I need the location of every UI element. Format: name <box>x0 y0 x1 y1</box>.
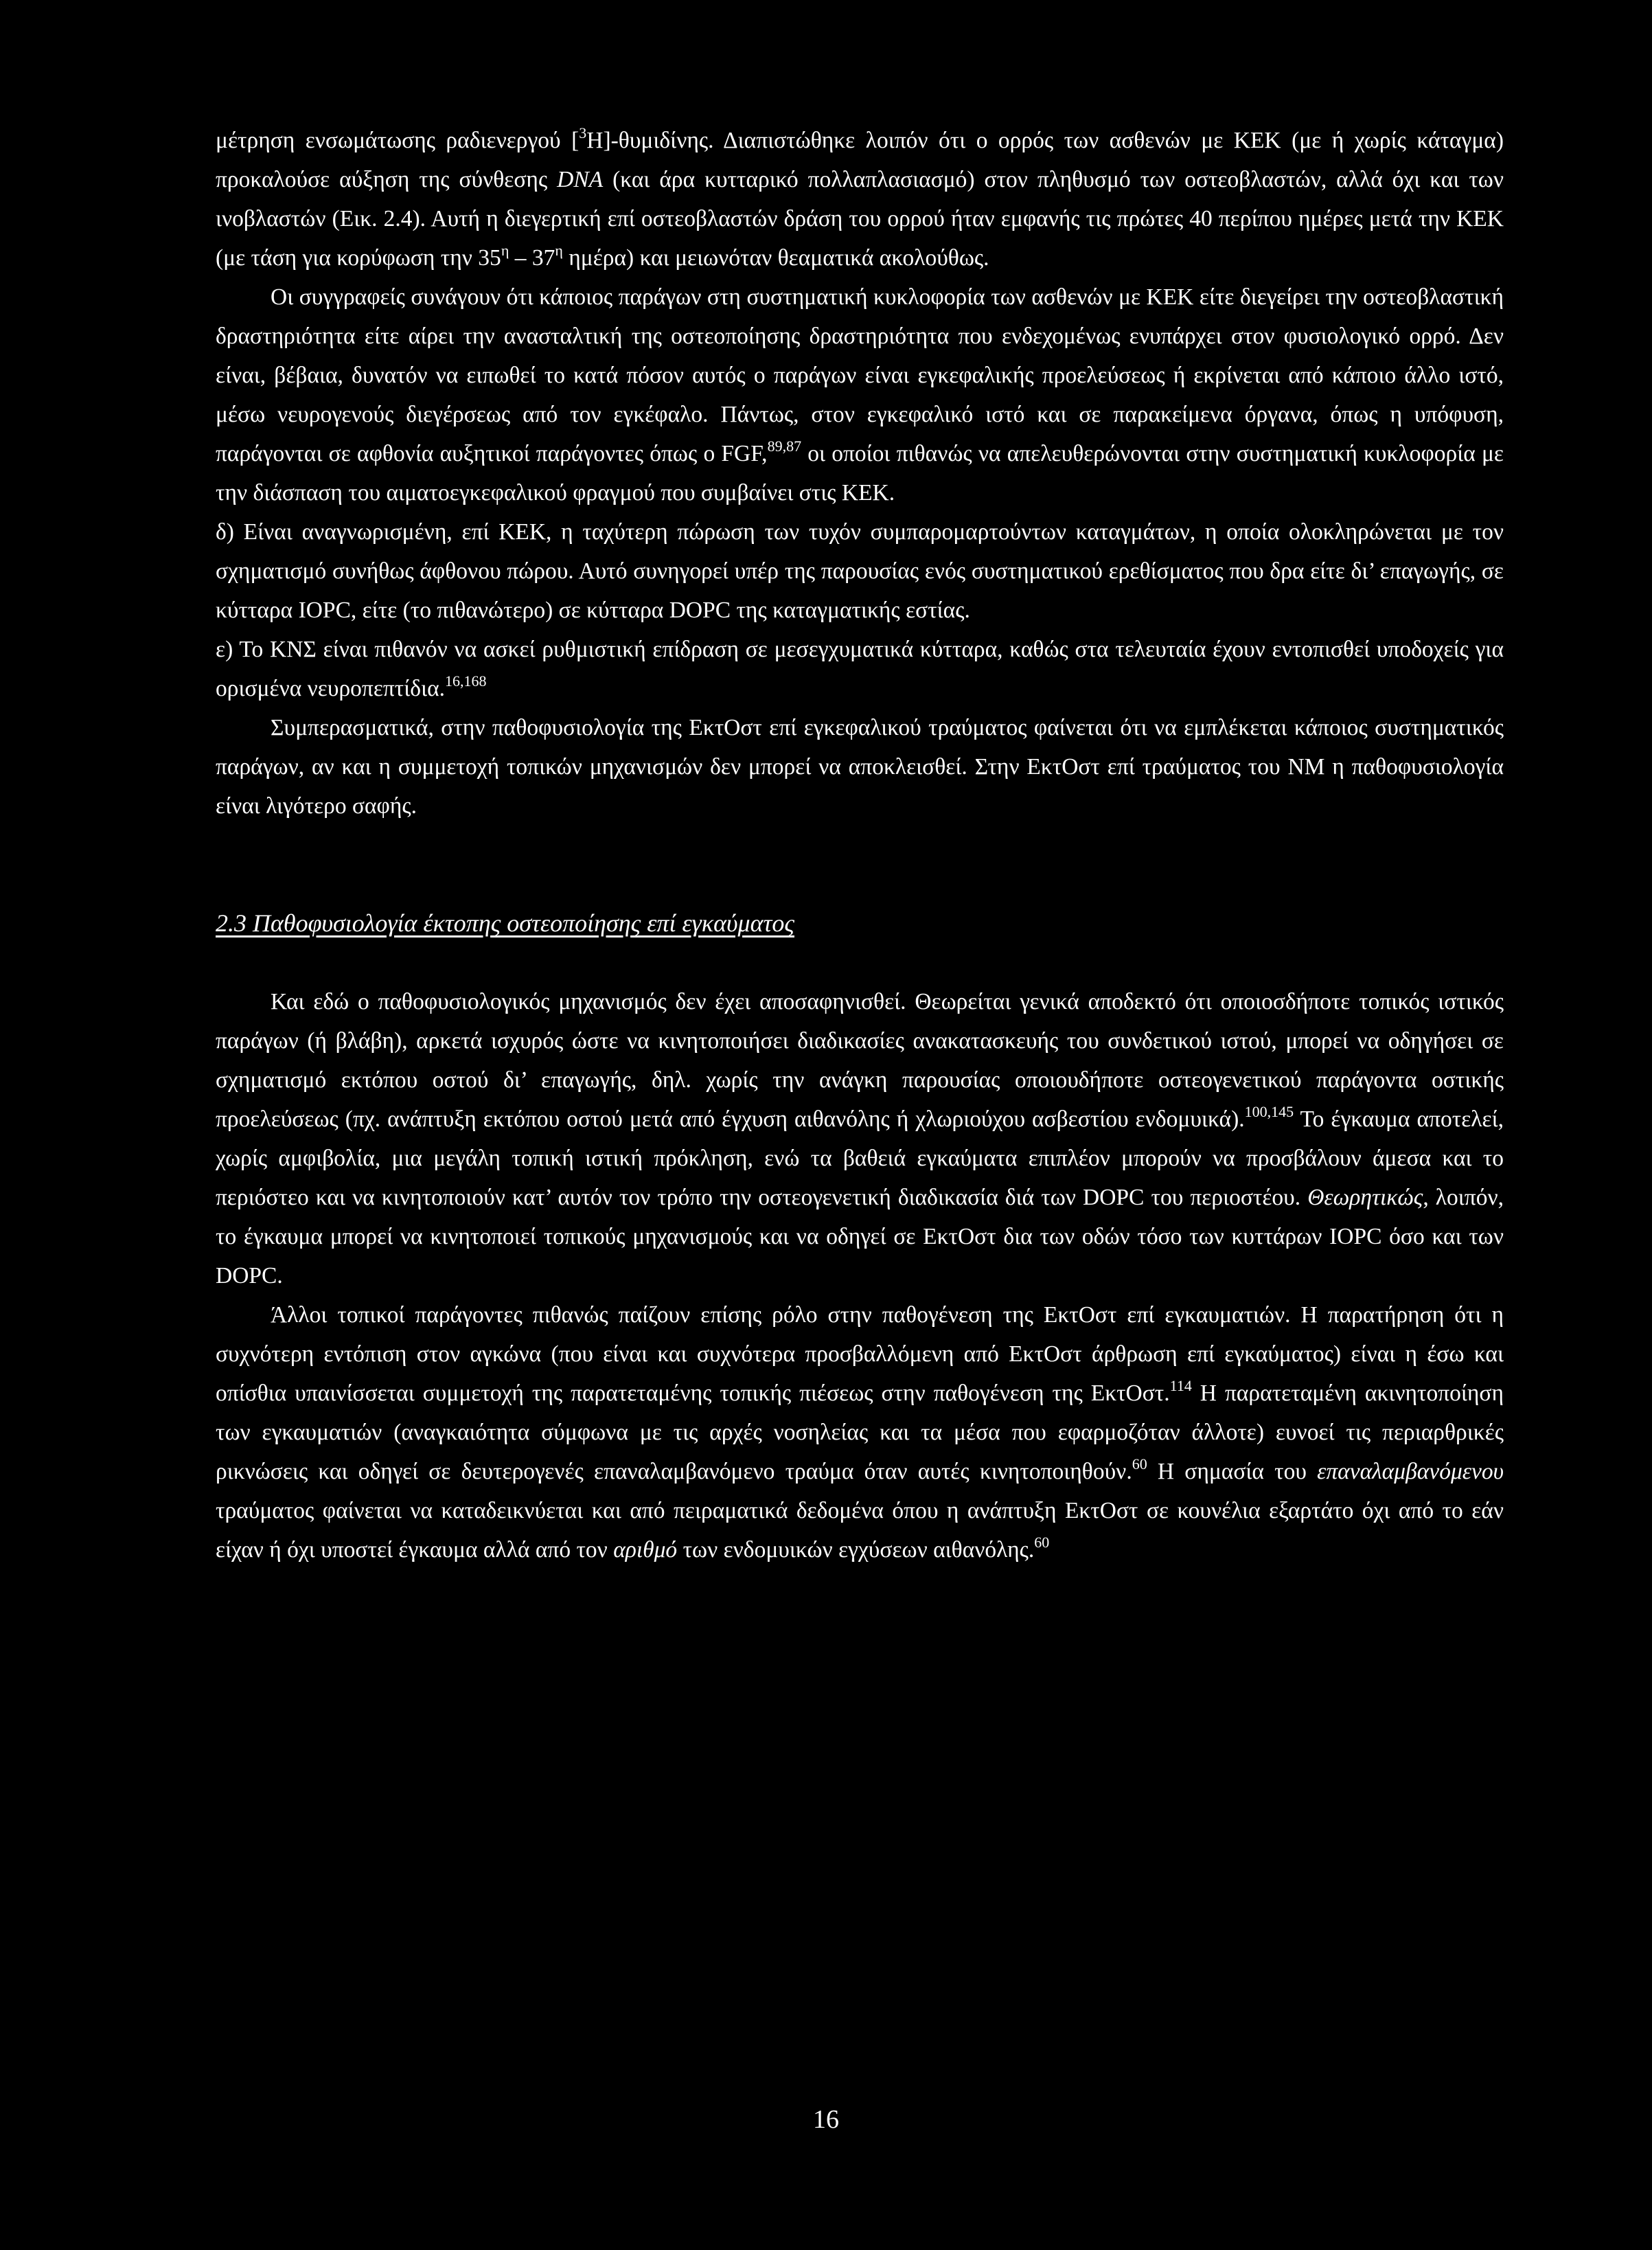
dna-italic: DNA <box>557 167 604 192</box>
text: ε) Το ΚΝΣ είναι πιθανόν να ασκεί ρυθμιστική επίδραση σε μεσεγχυματικά κύτταρα, καθώς στα τελευταία έχουν εντοπισθεί υποδοχείς για ορισμένα νευροπεπτίδια. <box>216 637 1504 701</box>
text: – 37 <box>509 245 555 271</box>
emphasis: επαναλαμβανόμενου <box>1317 1459 1504 1484</box>
text: των ενδομυικών εγχύσεων αιθανόλης. <box>677 1537 1035 1562</box>
text: , λοιπόν, το έγκαυμα μπορεί να κινητοποιεί τοπικούς μηχανισμούς και να οδηγεί σε ΕκτΟστ δια των οδών τόσο των κυττάρων IOPC όσο και των DOPC. <box>216 1185 1504 1288</box>
emphasis: Θεωρητικώς <box>1307 1185 1423 1210</box>
superscript: η <box>501 242 509 259</box>
text: Και εδώ ο παθοφυσιολογικός μηχανισμός δεν έχει αποσαφηνισθεί. Θεωρείται γενικά αποδεκτό ότι οποιοσδήποτε τοπικός ιστικός παράγων (ή βλάβη), αρκετά ισχυρός ώστε να κινητοποιήσει διαδικασίες ανακατασκευής του συνδετικού ιστού, μπορεί να οδηγήσει σε σχηματισμό εκτόπου οστού δι’ επαγωγής, δηλ. χωρίς την ανάγκη παρουσίας οποιουδήποτε οστεογενετικού παράγοντα οστικής προελεύσεως (πχ. ανάπτυξη εκτόπου οστού μετά από έγχυση αιθανόλης ή χλωριούχου ασβεστίου ενδομυικά). <box>216 989 1504 1132</box>
paragraph-3: δ) Είναι αναγνωρισμένη, επί ΚΕΚ, η ταχύτερη πώρωση των τυχόν συμπαρομαρτούντων καταγμάτων, η οποία ολοκληρώνεται με τον σχηματισμό συνήθως άφθονου πώρου. Αυτό συνηγορεί υπέρ της παρουσίας ενός συστηματικού ερεθίσματος που δρα είτε δι’ επαγωγής, σε κύτταρα IOPC, είτε (το πιθανώτερο) σε κύτταρα DOPC της καταγματικής εστίας. <box>216 519 1504 623</box>
text: μέτρηση ενσωμάτωσης ραδιενεργού [ <box>216 128 580 153</box>
section-heading: 2.3 Παθοφυσιολογία έκτοπης οστεοποίησης επί εγκαύματος <box>216 909 794 937</box>
citation: 114 <box>1169 1377 1192 1394</box>
text: Η σημασία του <box>1147 1459 1318 1484</box>
paragraph-5: Συμπερασματικά, στην παθοφυσιολογία της ΕκτΟστ επί εγκεφαλικού τραύματος φαίνεται ότι να εμπλέκεται κάποιος συστηματικός παράγων, αν και η συμμετοχή τοπικών μηχανισμών δεν μπορεί να αποκλεισθεί. Στην ΕκτΟστ επί τραύματος του ΝΜ η παθοφυσιολογία είναι λιγότερο σαφής. <box>216 715 1504 819</box>
text: Η]-θυμιδίνης. Διαπιστώθηκε λοιπόν ότι ο ορρός των ασθενών με ΚΕΚ (με ή χωρίς κάταγμα) προκαλούσε αύξηση της σύνθεσης <box>216 128 1504 192</box>
paragraph-6 <box>216 982 1504 1295</box>
text: Η παρατεταμένη ακινητοποίηση των εγκαυματιών (αναγκαιότητα σύμφωνα με τις αρχές νοσηλείας και τα μέσα που εφαρμοζόταν άλλοτε) ευνοεί τις περιαρθρικές ρικνώσεις και οδηγεί σε δευτερογενές επαναλαμβανόμενο τραύμα όταν αυτές κινητοποιηθούν. <box>216 1380 1504 1484</box>
document-body <box>216 121 1504 1569</box>
text: Άλλοι τοπικοί παράγοντες πιθανώς παίζουν επίσης ρόλο στην παθογένεση της ΕκτΟστ επί εγκαυματιών. Η παρατήρηση ότι η συχνότερη εντόπιση στον αγκώνα (που είναι και συχνότερα προσβαλλόμενη από ΕκτΟστ άρθρωση επί εγκαύματος) είναι η έσω και οπίσθια υπαινίσσεται συμμετοχή της παρατεταμένης τοπικής πιέσεως στην παθογένεση της ΕκτΟστ. <box>216 1302 1504 1406</box>
citation: 16,168 <box>445 672 487 690</box>
superscript: η <box>555 242 563 259</box>
citation: 60 <box>1132 1455 1147 1473</box>
superscript: 3 <box>579 124 587 141</box>
citation: 60 <box>1034 1534 1050 1551</box>
paragraph-2 <box>216 277 1504 512</box>
page-number: 16 <box>813 2105 839 2134</box>
text: Οι συγγραφείς συνάγουν ότι κάποιος παράγων στη συστηματική κυκλοφορία των ασθενών με ΚΕΚ είτε διεγείρει την οστεοβλαστική δραστηριότητα είτε αίρει την ανασταλτική της οστεοποίησης δραστηριότητα που ενδεχομένως ενυπάρχει στον φυσιολογικό ορρό. Δεν είναι, βέβαια, δυνατόν να ειπωθεί το κατά πόσον αυτός ο παράγων είναι εγκεφαλικής προελεύσεως ή εκρίνεται από κάποιο άλλο ιστό, μέσω νευρογενούς διεγέρσεως από τον εγκέφαλο. Πάντως, στον εγκεφαλικό ιστό και σε παρακείμενα όργανα, όπως η υπόφυση, παράγονται σε αφθονία αυξητικοί παράγοντες όπως ο FGF, <box>216 284 1504 466</box>
paragraph-1 <box>216 121 1504 277</box>
text: (και άρα κυτταρικό πολλαπλασιασμό) στον πληθυσμό των οστεοβλαστών, αλλά όχι και των ινοβλαστών (Εικ. 2.4). Αυτή η διεγερτική επί οστεοβλαστών δράση του ορρού ήταν εμφανής τις πρώτες 40 περίπου ημέρες μετά την ΚΕΚ (με τάση για κορύφωση την 35 <box>216 167 1504 271</box>
paragraph-7 <box>216 1295 1504 1569</box>
text: τραύματος φαίνεται να καταδεικνύεται και από πειραματικά δεδομένα όπου η ανάπτυξη ΕκτΟστ σε κουνέλια εξαρτάτο όχι από το εάν είχαν ή όχι υποστεί έγκαυμα αλλά από τον <box>216 1498 1504 1562</box>
citation: 89,87 <box>767 438 802 455</box>
emphasis: αριθμό <box>613 1537 678 1562</box>
paragraph-4 <box>216 630 1504 708</box>
text: Το έγκαυμα αποτελεί, χωρίς αμφιβολία, μια μεγάλη τοπική ιστική πρόκληση, ενώ τα βαθειά εγκαύματα επιπλέον μπορούν να προσβάλουν άμεσα και το περιόστεο και να κινητοποιούν κατ’ αυτόν τον τρόπο την οστεογενετική διαδικασία διά των DOPC του περιοστέου. <box>216 1106 1504 1210</box>
text: ημέρα) και μειωνόταν θεαματικά ακολούθως. <box>562 245 989 271</box>
citation: 100,145 <box>1244 1103 1294 1120</box>
text: οι οποίοι πιθανώς να απελευθερώνονται στην συστηματική κυκλοφορία με την διάσπαση του αιματοεγκεφαλικού φραγμού που συμβαίνει στις ΚΕΚ. <box>216 441 1504 505</box>
